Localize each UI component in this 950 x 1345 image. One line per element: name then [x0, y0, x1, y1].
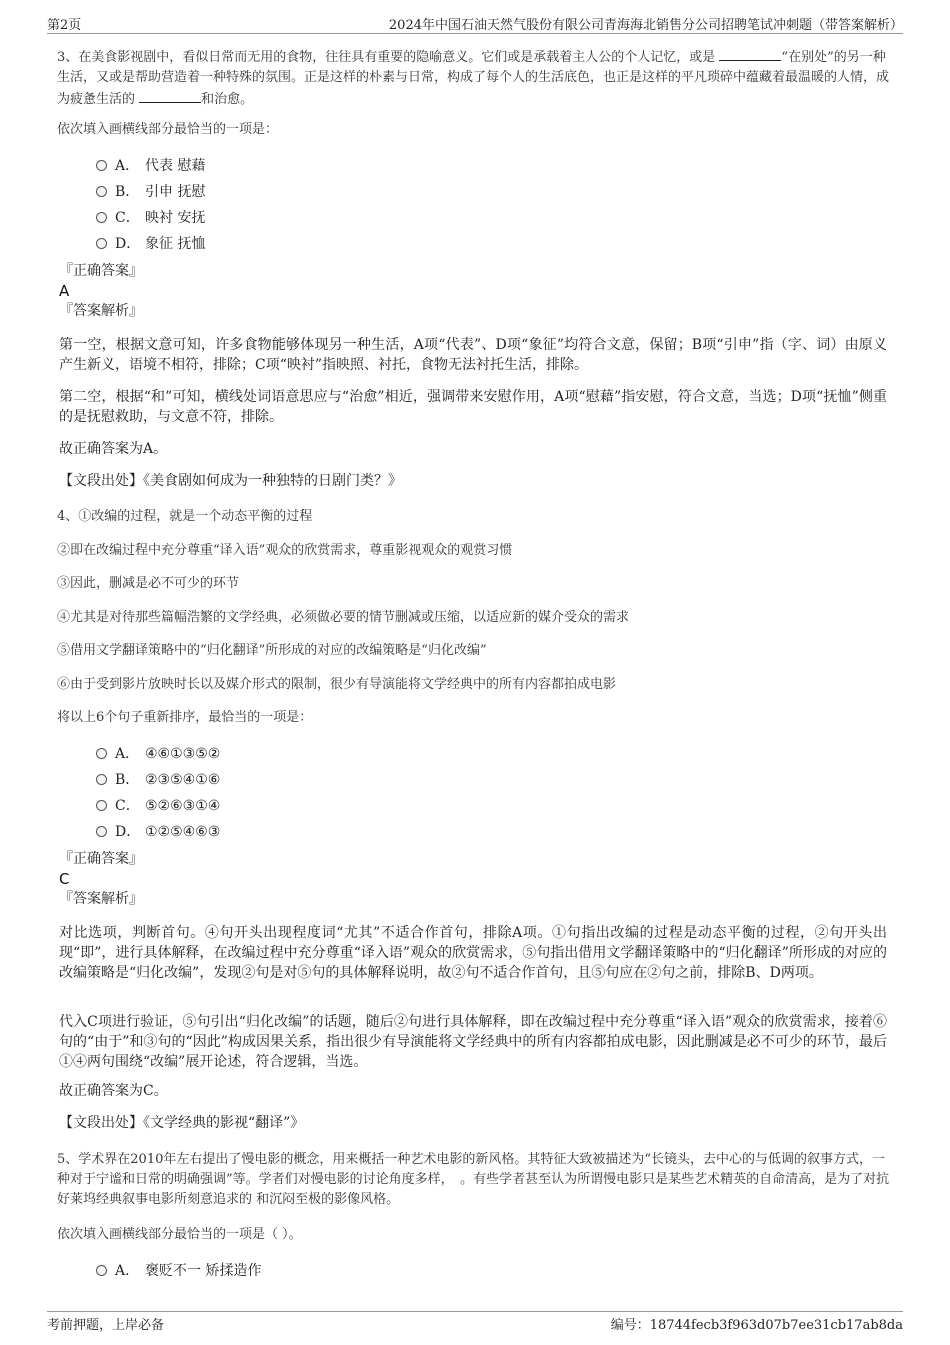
- q3-analysis-p3: 故正确答案为A。: [59, 441, 168, 457]
- q3-analysis-label: 『答案解析』: [59, 303, 143, 319]
- q5-prompt: 依次填入画横线部分最恰当的一项是（ ）。: [57, 1227, 302, 1242]
- q4-sentence-4: ④尤其是对待那些篇幅浩繁的文学经典，必须做必要的情节删减或压缩，以适应新的媒介受众的需求: [57, 610, 630, 625]
- q4-analysis-p2: 代入C项进行验证，⑤句引出“归化改编”的话题，随后②句进行具体解释，即在改编过程中充分尊重“译入语”观众的欣赏需求，接着⑥句的“由于”和③句的“因此”构成因果关系，指出很少有导演能将文学经典中的所有内容都拍成电影，因此删减是必不可少的环节，最后①④两句围绕“改编”展开论述，符合逻辑，当选。: [59, 1014, 887, 1070]
- q4-sentence-6: ⑥由于受到影片放映时长以及媒介形式的限制，很少有导演能将文学经典中的所有内容都拍成电影: [57, 677, 617, 692]
- q4-option-d[interactable]: D． ①②⑤④⑥③: [96, 821, 220, 843]
- q3-prompt: 依次填入画横线部分最恰当的一项是：: [57, 122, 279, 137]
- q4-sentence-5: ⑤借用文学翻译策略中的“归化翻译”所形成的对应的改编策略是“归化改编”: [57, 643, 487, 658]
- q4-correct-label: 『正确答案』: [59, 851, 143, 867]
- q3-analysis-p2: 第二空，根据“和”可知，横线处词语意思应与“治愈”相近，强调带来安慰作用，A项“慰藉”指安慰，符合文意，当选；D项“抚恤”侧重的是抚慰救助，与文意不符，排除。: [59, 389, 887, 425]
- footer-slogan: 考前押题，上岸必备: [47, 1318, 165, 1333]
- q4-sentence-1: 4、①改编的过程，就是一个动态平衡的过程: [57, 509, 313, 524]
- page-header: [47, 14, 903, 34]
- q3-option-c[interactable]: C． 映衬 安抚: [96, 207, 205, 229]
- q4-sentence-3: ③因此，删减是必不可少的环节: [57, 576, 240, 591]
- q4-option-b[interactable]: B． ②③⑤④①⑥: [96, 769, 220, 791]
- q4-source: 【文段出处】《文学经典的影视“翻译”》: [59, 1115, 305, 1131]
- radio-icon[interactable]: [96, 774, 107, 785]
- radio-icon[interactable]: [96, 800, 107, 811]
- footer-divider: [47, 1311, 903, 1312]
- q3-source: 【文段出处】《美食剧如何成为一种独特的日剧门类？》: [59, 473, 402, 489]
- q3-option-d[interactable]: D． 象征 抚恤: [96, 233, 205, 255]
- q3-blank-1: [719, 46, 781, 61]
- q5-option-a[interactable]: A． 褒贬不一 矫揉造作: [96, 1260, 261, 1282]
- q4-analysis-p3: 故正确答案为C。: [59, 1083, 168, 1099]
- q4-correct-answer: C: [59, 870, 70, 888]
- q3-stem-part1: 3、在美食影视剧中，看似日常而无用的食物，往往具有重要的隐喻意义。它们或是承载着主人公的个人记忆，或是: [57, 50, 716, 65]
- q3-stem-part3: 和治愈。: [201, 92, 254, 107]
- q4-option-c[interactable]: C． ⑤②⑥③①④: [96, 795, 220, 817]
- page-footer: [47, 1314, 903, 1334]
- q3-stem: [57, 46, 897, 110]
- q3-option-a[interactable]: A． 代表 慰藉: [96, 155, 205, 177]
- radio-icon[interactable]: [96, 212, 107, 223]
- radio-icon[interactable]: [96, 186, 107, 197]
- page-number: 第2页: [47, 18, 82, 33]
- q3-blank-2: [139, 88, 201, 103]
- header-divider: [47, 33, 903, 34]
- radio-icon[interactable]: [96, 826, 107, 837]
- q4-prompt: 将以上6个句子重新排序，最恰当的一项是：: [57, 710, 313, 725]
- q3-correct-label: 『正确答案』: [59, 263, 143, 279]
- q5-stem: 5、学术界在2010年左右提出了慢电影的概念，用来概括一种艺术电影的新风格。其特征大致被描述为“长镜头，去中心的与低调的叙事方式，一种对于宁谧和日常的明确强调”等。学者们对慢电影的讨论角度多样， 。有些学者甚至认为所谓慢电影只是某些艺术精英的自命清高，是为了对抗好莱坞经典叙事电影所刻意追求的 和沉闷至极的影像风格。: [57, 1152, 890, 1207]
- radio-icon[interactable]: [96, 238, 107, 249]
- q3-correct-answer: A: [59, 282, 70, 300]
- radio-icon[interactable]: [96, 1265, 107, 1276]
- q3-stem-part2: “在别处”的另一种生活，又或是帮助营造着一种特殊的氛围。正是这样的朴素与日常，构成了每个人的生活底色，也正是这样的平凡琐碎中蕴藏着最温暖的人情，成为疲惫生活的: [57, 50, 890, 107]
- q4-analysis-label: 『答案解析』: [59, 891, 143, 907]
- q3-analysis-p1: 第一空，根据文意可知，许多食物能够体现另一种生活，A项“代表”、D项“象征”均符合文意，保留；B项“引申”指（字、词）由原义产生新义，语境不相符，排除；C项“映衬”指映照、衬托，食物无法衬托生活，排除。: [59, 337, 887, 373]
- document-id: 编号：18744fecb3f963d07b7ee31cb17ab8da: [610, 1318, 903, 1333]
- radio-icon[interactable]: [96, 748, 107, 759]
- q4-analysis-p1: 对比选项，判断首句。④句开头出现程度词“尤其”不适合作首句，排除A项。①句指出改编的过程是动态平衡的过程，②句开头出现“即”，进行具体解释，在改编过程中充分尊重“译入语”观众的欣赏需求，⑤句指出借用文学翻译策略中的“归化翻译”所形成的对应的改编策略是“归化改编”，发现②句是对⑤句的具体解释说明，故②句不适合作首句，且⑤句应在②句之前，排除B、D两项。: [59, 925, 887, 981]
- q4-sentence-2: ②即在改编过程中充分尊重“译入语”观众的欣赏需求，尊重影视观众的观赏习惯: [57, 543, 513, 558]
- document-title: 2024年中国石油天然气股份有限公司青海海北销售分公司招聘笔试冲刺题（带答案解析）: [388, 18, 903, 33]
- radio-icon[interactable]: [96, 160, 107, 171]
- q4-option-a[interactable]: A． ④⑥①③⑤②: [96, 743, 220, 765]
- q3-option-b[interactable]: B． 引申 抚慰: [96, 181, 205, 203]
